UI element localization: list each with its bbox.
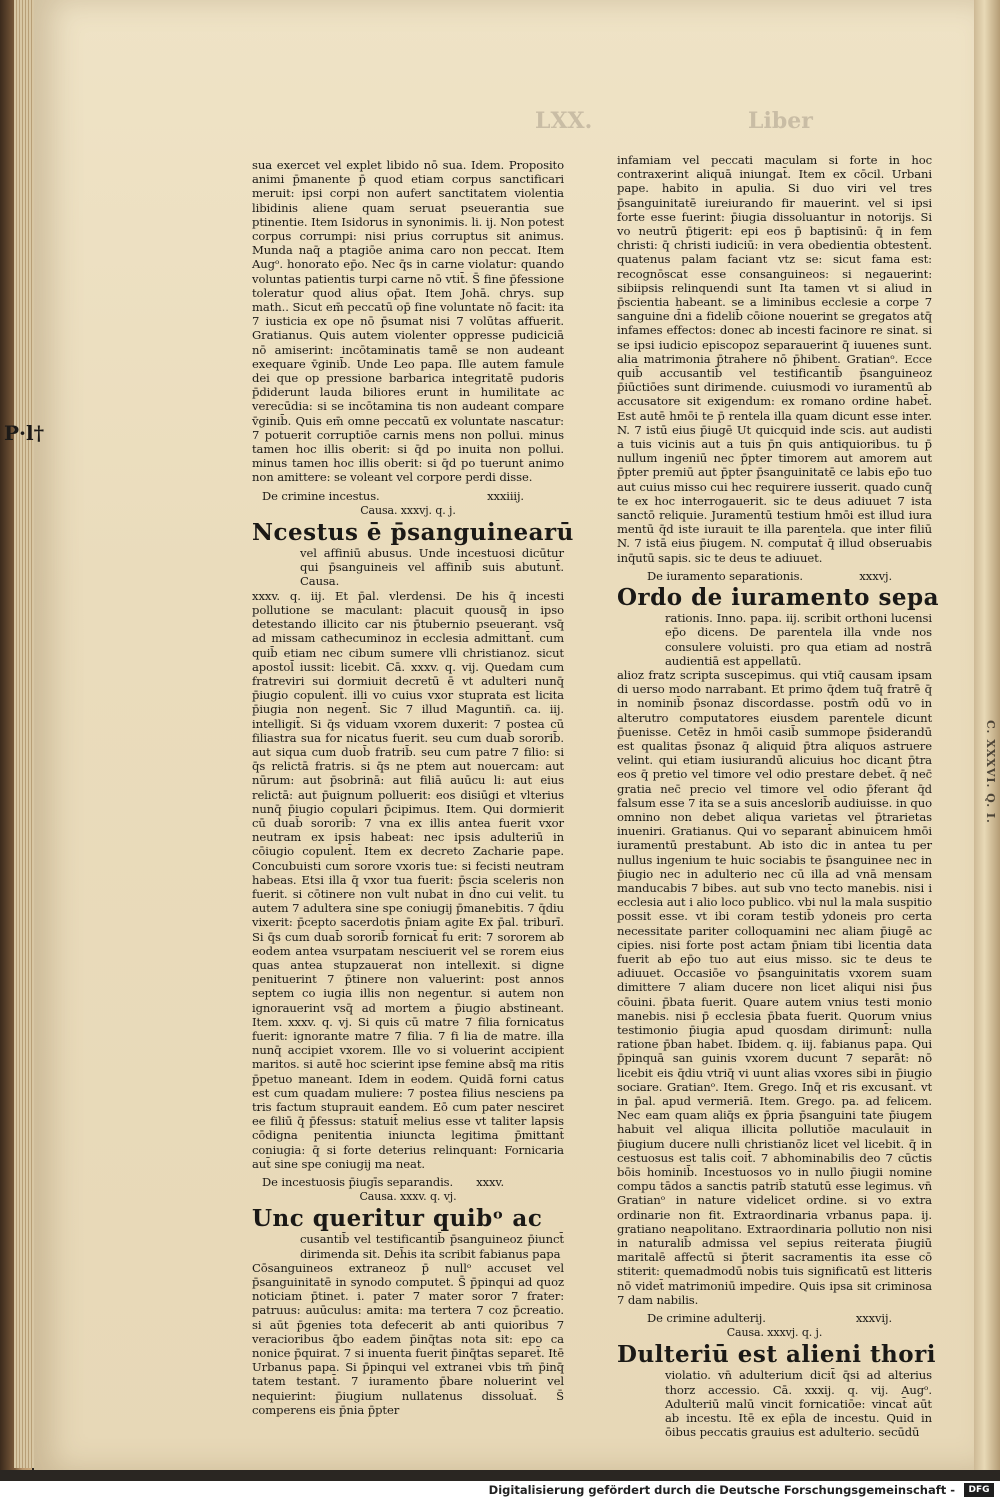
left-rubric-2 (252, 1175, 564, 1189)
rubric-title: De iuramento separationis. (647, 568, 803, 583)
causa-line: Causa. xxxvj. q. j. (360, 503, 456, 517)
left-intro-text: sua exercet vel explet libido nō sua. Idem. Proposito animi p̄manente p̄ quod etiam corpus sanctificari meruit: ipsi corpi non aufert sanctitatem violentia libidinis aliene quam seruat pseuerantia sue ptinentie. Item Isidorus in synonimis. li. ij. Non potest corpus corrumpi: nisi prius corruptus sit animus. Munda naq̄ a ptagiōe anima caro non peccat. Item Augᵒ. honorato ep̄o. Nec q̄s in carne violatur: quando voluntas patientis turpi carne nō vtit̄. S̄ fine p̄fessione toleratur quod alius op̄at. Item Johā. chrys. sup math.. Sicut em̄ peccatū op̄ fine voluntate nō facit: ita 7 iusticia ex ope nō p̄sumat nisi 7 volūtas affuerit. Gratianus. Quis autem violenter oppresse pudiciciā nō amiserint: incōtaminatis tamē se non audeant exequare v̄ginib̄. Unde Leo papa. Ille autem famule dei que op pressione barbarica integritatē pudoris p̄diderunt lauda biliores erunt in humilitate ac verecūdia: si se incōtamina tis non audeant compare v̄ginib̄. Quis em̄ omne peccatū ex voluntate nascatur: 7 potuerit corruptiōe carnis mens non pollui. minus tamen hoc illis oberit: si q̄d po inuita non pollui. minus tamen hoc illis oberit: si q̄d po tuerunt animo non amittere: se voleant vel corpore perdi disse. (252, 158, 564, 485)
causa-line: Causa. xxxv. q. vj. (359, 1190, 457, 1204)
left-body-text-2: Cōsanguineos extraneoz p̄ nullᵒ accuset vel p̄sanguinitatē in synodo computet. S̄ p̄pinqui ad quoz noticiam p̄tinet. i. pater 7 mater soror 7 frater: patruus: auūculus: amita: ma tertera 7 coz p̄creatio. si aūt p̄genies tota defecerit ab anti quioribus 7 veracioribus q̄bo eadem p̄inq̄tas nota sit: epo ca nonice p̄quirat. 7 si inuenta fuerit p̄inq̄tas separet̄. Itē Urbanus papa. Si p̄pinqui vel extranei vbis tm̄ p̄inq̄ tatem testant̄. 7 iuramento p̄bare noluerint vel nequierint: p̄iugium nullatenus dissoluat̄. S̄ comperens eis p̄nia p̄pter (252, 1260, 564, 1417)
show-through-header-right: Liber (748, 108, 813, 134)
causa-line: Causa. xxxvj. q. j. (726, 1326, 823, 1340)
headline-continuation: cusantib̄ vel testificantib̄ p̄sanguineoz p̄iunct̄ dirimenda sit. Deh̄is ita scribit fabianus papa (300, 1232, 564, 1261)
show-through-header-left: LXX. (535, 108, 593, 134)
headline-continuation: vel affiniū abusus. Unde incestuosi dicūtur qui p̄sanguineis vel affinib̄ suis abutunt̄. Causa. (300, 546, 564, 589)
right-intro-text: infamiam vel peccati maculam si forte in hoc contraxerint aliquā iniungat̄. Item ex cōcil. Urbani pape. habito in apulia. Si duo viri vel tres p̄sanguinitatē iureiurando fir mauerint. vel si ipsi forte esse fuerint: p̄iugia dissoluantur in notorijs. Si vo neutrū p̄tigerit: epi eos p̄ baptisinū: q̄ in fem christi: q̄ christi iudiciū: in vera obedientia obtestent̄. quatenus palam faciant vtz se: sicut fama est: recognōscat esse consanguineos: si negauerint: sibiipsis relinquendi sunt Ita tamen vt si aliud in p̄scientia habeant. se a liminibus ecclesie a corpe 7 sanguine d̄ni a fidelib̄ cōione nouerint se gregatos atq̄ infames effectos: donec ab incesti facinore re sinat. si se ipsi iudicio episcopoz separauerint q̄ iuuenes sunt. alia matrimonia p̄trahere nō p̄hibent. Gratianᵒ. Ecce quib̄ accusantib̄ vel testificantib̄ p̄sanguineoz p̄iūctiōes sunt dirimende. cuiusmodi vo iuramentū ab accusatore sit exigendum: ex romano ordine habet̄. Est autē hmōi te p̄ rentela illa quam dicunt esse inter. N. 7 istū eius p̄iugē Ut quicquid inde scis. aut audisti a tuis vicinis aut a tuis p̄n quis antiquioribus. tu p̄ nullum ingeniū nec p̄pter timorem aut amorem aut p̄pter premiū aut p̄pter p̄sanguinitatē ce labis ep̄o tuo aut cuius misso cui hec requirere iusserit. quado cunq̄ te ex hoc interrogauerit. sic te deus adiuuet 7 ista sanctō reliquie. Juramentū testium hmōi est illud iura mentū q̄d iste iurauit te illa parentela. que inter filiū N. 7 istā eius p̄iugem. N. computat̄ q̄ illud obseruabis inq̄utū sapis. sic te deus te adiuuet. (617, 153, 932, 565)
rubric-number: xxxiiij. (487, 488, 524, 503)
section-headline: Dulteriū est alieni thori (617, 1341, 936, 1369)
rubric-title: De incestuosis p̄iugīs separandis. (262, 1175, 454, 1190)
next-leaf-text: C. XXXVI. Q. I. (984, 720, 997, 824)
rubric-number: xxxvij. (855, 1311, 892, 1326)
margin-marks: P·l† (4, 421, 45, 445)
section-headline: Ordo de iuramento sepa (617, 584, 940, 612)
left-body-text-1: xxxv. q. iij. Et p̄al. vlerdensi. De his q̄ incesti pollutione se maculant: placuit quousq̄ in ipso detestando illicito car nis p̄tubernio pseuerant. vsq̄ ad missam cathecuminoz in ecclesia admittant̄. cum quib̄ etiam nec cibum sumere vlli christianoz. sicut apostol̄ iussit: licebit. Cā. xxxv. q. vij. Quedam cum fratreviri sui dormiuit decretū ē vt adulteri nunq̄ p̄iugio copulent̄. illi vo cuius vxor stuprata est licita p̄iugia non negent̄. Sic 7 illud Maguntin̄. ca. iij. intelligit̄. Si q̄s viduam vxorem duxerit: 7 postea cū filiastra sua for nicatus fuerit. seu cum duab̄ sororib̄. aut siqua cum duob̄ fratrib̄. seu cum patre 7 filio: si q̄s relictā fratris. si q̄s ne ptem aut nouercam: aut nūrum: aut p̄sobrinā: aut filiā auūcu li: aut eius relictā: aut p̄uignum polluerit: eos disiūgi et vlterius nunq̄ p̄iugio copulari p̄cipimus. Item. Qui dormierit cū duab̄ sororib̄: 7 vna ex illis antea fuerit vxor neutram ex ipsis habeat: nec ipsis adulteriū in cōiugio copulent̄. Item ex decreto Zacharie pape. Concubuisti cum sorore vxoris tue: si fecisti neutram habeas. Etsi illa q̄ vxor tua fuerit: p̄scia sceleris non fuerit. si cōtinere non vult nubat in d̄no cui velit. tu autem 7 adultera sine spe coniugij p̄manebitis. 7 q̄diu vixerit: p̄cepto sacerdotis p̄niam agite Ex p̄al. triburī. Si q̄s cum duab̄ sororib̄ fornicat̄ fu erit: 7 sororem ab eodem antea vsurpatam nesciuerit vel se rorem eius quas antea stupzauerat non intellexit. si digne penituerint 7 p̄tinere non valuerint: post annos septem co iugia illis non negentur. si autem non ignorauerint vsq̄ ad mortem a p̄iugio abstineant. Item. xxxv. q. vj. Si quis cū matre 7 filia fornicatus fuerit: ignorante matre 7 filia. 7 fi lia de matre. illa nunq̄ accipiet vxorem. Ille vo si voluerint accipient maritos. si autē hoc scierint ipse femine absq̄ ma ritis p̄petuo maneant. Idem in eodem. Quidā forni catus est cum quadam muliere: 7 postea filius nesciens pa tris factum stuprauit eandem. Eō cum pater nesciret ee filiū q̄ p̄fessus: statuit̄ melius esse vt taliter lapsis cōdigna penitentia iniuncta legitima p̄mittant̄ coniugia: q̄ si forte deterius relinquant: Fornicaria aut̄ sine spe coniugij ma neat. (252, 588, 564, 1171)
funding-credit: Digitalisierung gefördert durch die Deutsche Forschungsgemeinschaft - (488, 1483, 955, 1497)
left-rubric-1 (252, 489, 564, 503)
right-column (617, 153, 940, 1440)
headline-continuation: violatio. vn̄ adulterium dicit̄ q̄si ad alterius thorz accessio. Cā. xxxij. q. vij. Augᵒ. Adulteriū malū vincit fornicatiōe: vincat̄ aūt ab incestu. Itē ex ep̄la de incestu. Quid in ōibus peccatis grauius est adulterio. secūdū (665, 1368, 932, 1440)
section-headline: Ncestus ē p̄sanguinearū (252, 519, 574, 547)
right-body-text-1: alioz fratz scripta suscepimus. qui vtiq̄ causam ipsam di uerso modo narrabant. Et primo q̄dem tuq̄ fratrē q̄ in nominib̄ p̄sonaz discordasse. postm̄ odū vo in alterutro computatores eiusdem parentele dicunt p̄uenisse. Cetēz in hmōi casib̄ summope p̄siderandū est qualitas p̄sonaz q̄ aliquid p̄tra aliquos astruere velint. qui etiam iusiurandū alicuius hoc dicant p̄tra eos q̄ pretio vel timore vel odio prestare debet̄. q̄ nec̄ gratia nec̄ precio vel timore vel odio p̄ferant q̄d falsum esse 7 ita se a suis anceslorib̄ audiuisse. in quo omnino non debet aliqua varietas vel p̄trarietas inueniri. Gratianus. Qui vo separant̄ abinuicem hmōi iuramentū prestabunt. Ab isto dic in antea tu per nullus ingenium te huic sociabis te p̄sanguinee nec in p̄iugio nec in adulterio nec cū illa ad vnā mensam manducabis 7 bibes. aut sub vno tecto manebis. nisi i ecclesia aut i alio loco publico. vbi nul la mala suspitio possit esse. vt ibi coram testib̄ ydoneis pro certa necessitate pariter colloquamini nec aliam p̄iugē ac cipies. nisi forte post actam p̄niam tibi licentia data fuerit ab ep̄o tuo aut eius misso. sic te deus te adiuuet. Occasiōe vo p̄sanguinitatis vxorem suam dimittere 7 aliam ducere non licet aliqui nisi p̄us cōuini. p̄bata fuerit. Quare autem vnius testi monio manebis. nisi p̄ ecclesia p̄bata fuerit. Quorum vnius testimonio p̄iugia apud quosdam dirimunt̄: nulla ratione p̄ban habet. Ibidem. q. iij. fabianus papa. Qui p̄pinquā san guinis vxorem ducunt 7 separāt: nō licebit eis q̄diu vtriq̄ vi uunt alias vxores sibi in p̄iugio sociare. Gratianᵒ. Item. Grego. Inq̄ et ris excusant̄. vt in p̄al. apud vermeriā. Item. Grego. pa. ad felicem. Nec eam quam aliq̄s ex p̄pria p̄sanguini tate p̄iugem habuit vel aliqua illicita pollutiōe maculauit in p̄iugium ducere nulli christianōz licet vel licebit. q̄ in cestuosus est talis coit̄. 7 abhominabilis deo 7 cūctis bōis hominib̄. Incestuosos vo in nullo p̄iugii nomine compu tādos a sanctis patrib̄ statutū esse legimus. vn̄ Gratianᵒ in nature videlicet ordine. si vo extra ordinarie non fit. Extraordinaria vrbanus papa. ij. gratiano neapolitano. Extraordinaria pollutio non nisi in naturalib̄ admissa vel sepius reiterata p̄iugiū maritalē affectū si p̄terit sacramentis ita esse cō stiterit: quemadmodū nobis tuis significatū est litteris nō videt̄ matrimoniū impedire. Quis ipsa sit criminosa 7 dam nabilis. (617, 667, 932, 1307)
headline-continuation: rationis. Inno. papa. iij. scribit orthoni lucensi ep̄o dicens. De parentela illa vnde nos consulere voluisti. pro qua etiam ad nostrā audientiā est appellatū. (665, 611, 932, 668)
right-rubric-2 (617, 1311, 932, 1325)
left-column (252, 158, 574, 1417)
rubric-title: De crimine incestus. (262, 488, 380, 503)
footer-bar (0, 1481, 1000, 1501)
dfg-logo: DFG (964, 1483, 994, 1497)
page-edges (14, 0, 36, 1468)
right-rubric-1 (617, 569, 932, 583)
rubric-number: xxxv. (476, 1175, 504, 1190)
rubric-number: xxxvj. (859, 568, 892, 583)
section-headline: Unc queritur quibᵒ ac (252, 1205, 543, 1233)
rubric-title: De crimine adulterij. (647, 1311, 766, 1326)
